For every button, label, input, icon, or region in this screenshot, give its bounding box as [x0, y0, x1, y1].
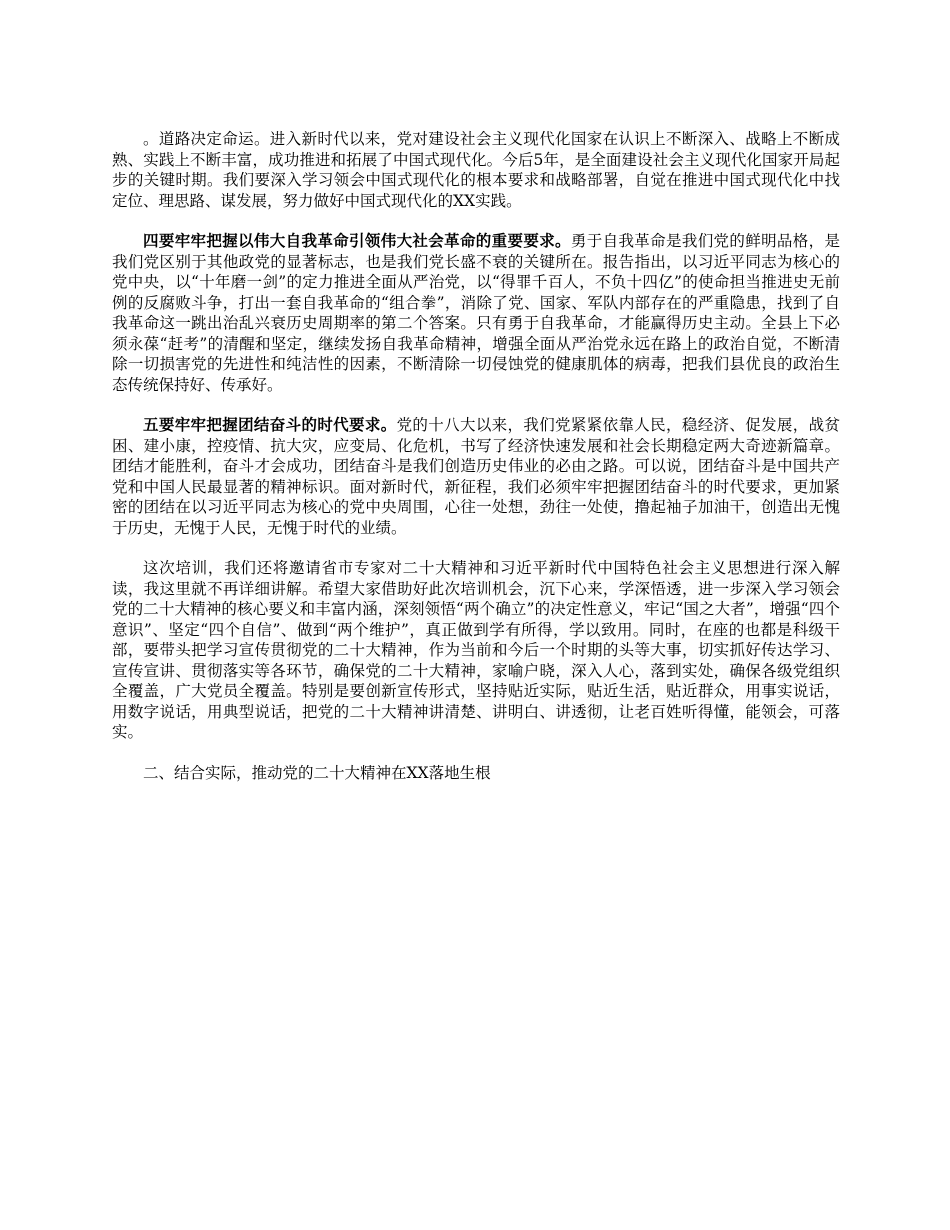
section-heading-text: 二、结合实际，推动党的二十大精神在XX落地生根 — [143, 763, 491, 782]
paragraph-self-revolution — [112, 231, 840, 395]
paragraph-text: 这次培训，我们还将邀请省市专家对二十大精神和习近平新时代中国特色社会主义思想进行深入解读，我这里就不再详细讲解。希望大家借助好此次培训机会，沉下心来，学深悟透，进一步深入学习领会党的二十大精神的核心要义和丰富内涵，深刻领悟“两个确立”的决定性意义，牢记“国之大者”，增强“四个意识”、坚定“四个自信”、做到“两个维护”，真正做到学有所得，学以致用。同时，在座的也都是科级干部，要带头把学习宣传贯彻党的二十大精神，作为当前和今后一个时期的头等大事，切实抓好传达学习、宣传宣讲、贯彻落实等各环节，确保党的二十大精神，家喻户晓，深入人心，落到实处，确保各级党组织全覆盖，广大党员全覆盖。特别是要创新宣传形式，坚持贴近实际，贴近生活，贴近群众，用事实说话，用数字说话，用典型说话，把党的二十大精神讲清楚、讲明白、讲透彻，让老百姓听得懂，能领会，可落实。 — [112, 559, 840, 741]
paragraph-unity-struggle — [112, 415, 840, 538]
paragraph-text: 勇于自我革命是我们党的鲜明品格，是我们党区别于其他政党的显著标志，也是我们党长盛不衰的关键所在。报告指出，以习近平同志为核心的党中央，以“十年磨一剑”的定力推进全面从严治党，以“得罪千百人，不负十四亿”的使命担当推进史无前例的反腐败斗争，打出一套自我革命的“组合拳”，消除了党、国家、军队内部存在的严重隐患，找到了自我革命这一跳出治乱兴衰历史周期率的第二个答案。只有勇于自我革命，才能赢得历史主动。全县上下必须永葆“赶考”的清醒和坚定，继续发扬自我革命精神，增强全面从严治党永远在路上的政治自觉，不断清除一切损害党的先进性和纯洁性的因素，不断清除一切侵蚀党的健康肌体的病毒，把我们县优良的政治生态传统保持好、传承好。 — [112, 232, 840, 394]
paragraph-lead-heading: 四要牢牢把握以伟大自我革命引领伟大社会革命的重要要求。 — [143, 231, 571, 250]
paragraph-lead-heading: 五要牢牢把握团结奋斗的时代要求。 — [143, 415, 397, 434]
paragraph-training — [112, 558, 840, 743]
paragraph-text: 党的十八大以来，我们党紧紧依靠人民，稳经济、促发展，战贫困、建小康，控疫情、抗大灾，应变局、化危机，书写了经济快速发展和社会长期稳定两大奇迹新篇章。团结才能胜利，奋斗才会成功，团结奋斗是我们创造历史伟业的必由之路。可以说，团结奋斗是中国共产党和中国人民最显著的精神标识。面对新时代，新征程，我们必须牢牢把握团结奋斗的时代要求，更加紧密的团结在以习近平同志为核心的党中央周围，心往一处想，劲往一处使，撸起袖子加油干，创造出无愧于历史，无愧于人民，无愧于时代的业绩。 — [112, 416, 840, 537]
document-body — [112, 129, 840, 803]
paragraph-text: 。道路决定命运。进入新时代以来，党对建设社会主义现代化国家在认识上不断深入、战略上不断成熟、实践上不断丰富，成功推进和拓展了中国式现代化。今后5年，是全面建设社会主义现代化国家开局起步的关键时期。我们要深入学习领会中国式现代化的根本要求和战略部署，自觉在推进中国式现代化中找定位、理思路、谋发展，努力做好中国式现代化的XX实践。 — [112, 130, 840, 210]
paragraph-modernization — [112, 129, 840, 211]
section-heading — [112, 763, 840, 784]
